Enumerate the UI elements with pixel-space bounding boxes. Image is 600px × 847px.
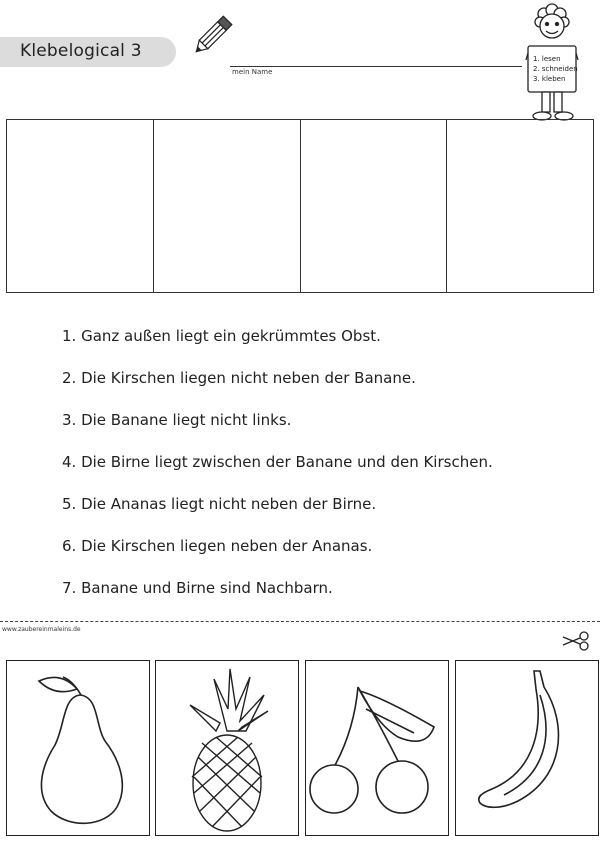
- page-title: Klebelogical 3: [20, 41, 142, 61]
- name-line[interactable]: [230, 66, 522, 67]
- clue-item: 3. Die Banane liegt nicht links.: [62, 411, 292, 429]
- step-glue: 3. kleben: [533, 75, 566, 83]
- step-read: 1. lesen: [533, 55, 561, 63]
- scissors-icon: [560, 630, 592, 652]
- clue-item: 6. Die Kirschen liegen neben der Ananas.: [62, 537, 373, 555]
- answer-cell-1[interactable]: [7, 120, 154, 292]
- clue-item: 7. Banane und Birne sind Nachbarn.: [62, 579, 333, 597]
- answer-cell-2[interactable]: [154, 120, 301, 292]
- clue-item: 5. Die Ananas liegt nicht neben der Birne.: [62, 495, 377, 513]
- clue-list: [62, 326, 493, 620]
- cutout-cherries[interactable]: [305, 660, 449, 836]
- answer-grid: [6, 119, 594, 293]
- pencil-icon: [190, 12, 234, 60]
- name-label: mein Name: [232, 68, 273, 76]
- pineapple-icon: [156, 661, 298, 835]
- clue-item: 4. Die Birne liegt zwischen der Banane und den Kirschen.: [62, 453, 493, 471]
- cutout-pear[interactable]: [6, 660, 150, 836]
- title-tab: [0, 37, 176, 67]
- cherries-icon: [306, 661, 448, 835]
- step-cut: 2. schneiden: [533, 65, 578, 73]
- cut-line: [0, 621, 600, 622]
- clue-item: 2. Die Kirschen liegen nicht neben der Banane.: [62, 369, 416, 387]
- banana-icon: [456, 661, 598, 835]
- cutout-banana[interactable]: [455, 660, 599, 836]
- clue-item: 1. Ganz außen liegt ein gekrümmtes Obst.: [62, 327, 381, 345]
- website-credit: www.zaubereinmaleins.de: [2, 626, 81, 633]
- cutout-pineapple[interactable]: [155, 660, 299, 836]
- instruction-steps: [533, 54, 578, 84]
- answer-cell-3[interactable]: [301, 120, 448, 292]
- pear-icon: [7, 661, 149, 835]
- answer-cell-4[interactable]: [447, 120, 593, 292]
